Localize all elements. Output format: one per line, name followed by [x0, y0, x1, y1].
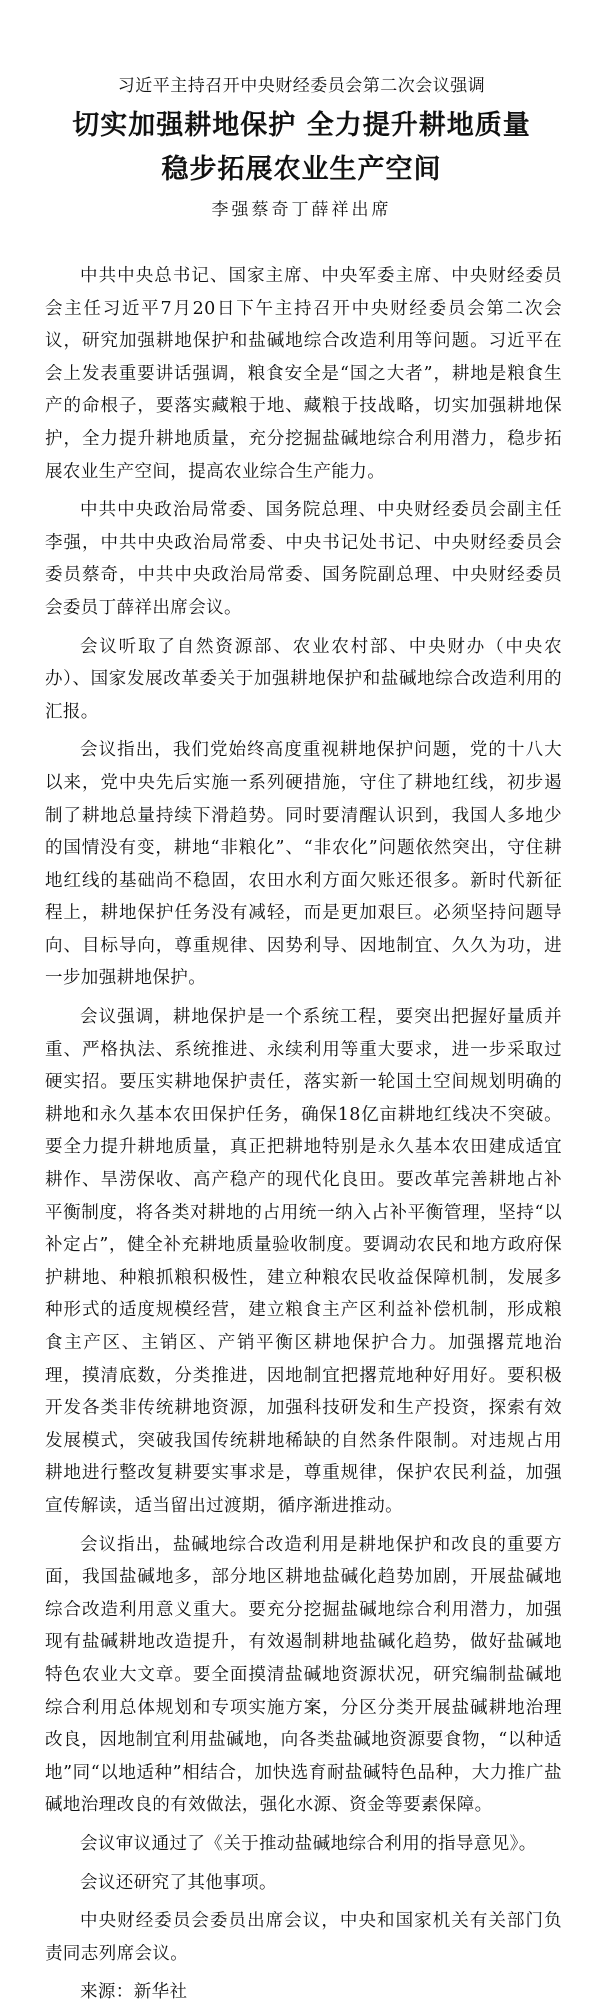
subhead: 李强蔡奇丁薛祥出席 [211, 200, 392, 220]
article-header [0, 0, 603, 222]
paragraph: 会议指出，盐碱地综合改造利用是耕地保护和改良的重要方面，我国盐碱地多，部分地区耕地盐碱化趋势加剧，开展盐碱地综合改造利用意义重大。要充分挖掘盐碱地综合利用潜力，加强现有盐碱耕地改造提升，有效遏制耕地盐碱化趋势，做好盐碱地特色农业大文章。要全面摸清盐碱地资源状况，研究编制盐碱地综合利用总体规划和专项实施方案，分区分类开展盐碱耕地治理改良，因地制宜利用盐碱地，向各类盐碱地资源要食物，“以种适地”同“以地适种”相结合，加快选育耐盐碱特色品种，大力推广盐碱地治理改良的有效做法，强化水源、资金等要素保障。 [45, 1534, 562, 1816]
paragraph: 中央财经委员会委员出席会议，中央和国家机关有关部门负责同志列席会议。 [45, 1911, 562, 1964]
headline-line-1: 切实加强耕地保护 全力提升耕地质量 [72, 110, 531, 141]
paragraph: 会议还研究了其他事项。 [80, 1872, 277, 1893]
paragraph: 会议强调，耕地保护是一个系统工程，要突出把握好量质并重、严格执法、系统推进、永续利用等重大要求，进一步采取过硬实招。要压实耕地保护责任，落实新一轮国土空间规划明确的耕地和永久基本农田保护任务，确保18亿亩耕地红线决不突破。要全力提升耕地质量，真正把耕地特别是永久基本农田建成适宜耕作、旱涝保收、高产稳产的现代化良田。要改革完善耕地占补平衡制度，将各类对耕地的占用统一纳入占补平衡管理，坚持“以补定占”，健全补充耕地质量验收制度。要调动农民和地方政府保护耕地、种粮抓粮积极性，建立种粮农民收益保障机制，发展多种形式的适度规模经营，建立粮食主产区利益补偿机制，形成粮食主产区、主销区、产销平衡区耕地保护合力。加强撂荒地治理，摸清底数，分类推进，因地制宜把撂荒地种好用好。要积极开发各类非传统耕地资源，加强科技研发和生产投资，探索有效发展模式，突破我国传统耕地稀缺的自然条件限制。对违规占用耕地进行整改复耕要实事求是，尊重规律，保护农民利益，加强宣传解读，适当留出过渡期，循序渐进推动。 [45, 1007, 562, 1516]
paragraph: 中共中央政治局常委、国务院总理、中央财经委员会副主任李强，中共中央政治局常委、中央书记处书记、中央财经委员会委员蔡奇，中共中央政治局常委、国务院副总理、中央财经委员会委员丁薛祥出席会议。 [45, 500, 562, 618]
article-body [45, 260, 562, 2015]
supertitle: 习近平主持召开中央财经委员会第二次会议强调 [117, 76, 486, 96]
source-line: 来源：新华社 [80, 1982, 188, 2003]
paragraph: 会议审议通过了《关于推动盐碱地综合利用的指导意见》。 [80, 1833, 537, 1854]
paragraph: 会议指出，我们党始终高度重视耕地保护问题，党的十八大以来，党中央先后实施一系列硬措施，守住了耕地红线，初步遏制了耕地总量持续下滑趋势。同时要清醒认识到，我国人多地少的国情没有变，耕地“非粮化”、“非农化”问题依然突出，守住耕地红线的基础尚不稳固，农田水利方面欠账还很多。新时代新征程上，耕地保护任务没有减轻，而是更加艰巨。必须坚持问题导向、目标导向，尊重规律、因势利导、因地制宜、久久为功，进一步加强耕地保护。 [45, 740, 562, 989]
paragraph: 会议听取了自然资源部、农业农村部、中央财办（中央农办）、国家发展改革委关于加强耕地保护和盐碱地综合改造利用的汇报。 [45, 636, 562, 722]
headline-line-2: 稳步拓展农业生产空间 [161, 154, 442, 185]
paragraph: 中共中央总书记、国家主席、中央军委主席、中央财经委员会主任习近平7月20日下午主持召开中央财经委员会第二次会议，研究加强耕地保护和盐碱地综合改造利用等问题。习近平在会上发表重要讲话强调，粮食安全是“国之大者”，耕地是粮食生产的命根子，要落实藏粮于地、藏粮于技战略，切实加强耕地保护，全力提升耕地质量，充分挖掘盐碱地综合利用潜力，稳步拓展农业生产空间，提高农业综合生产能力。 [45, 266, 562, 482]
